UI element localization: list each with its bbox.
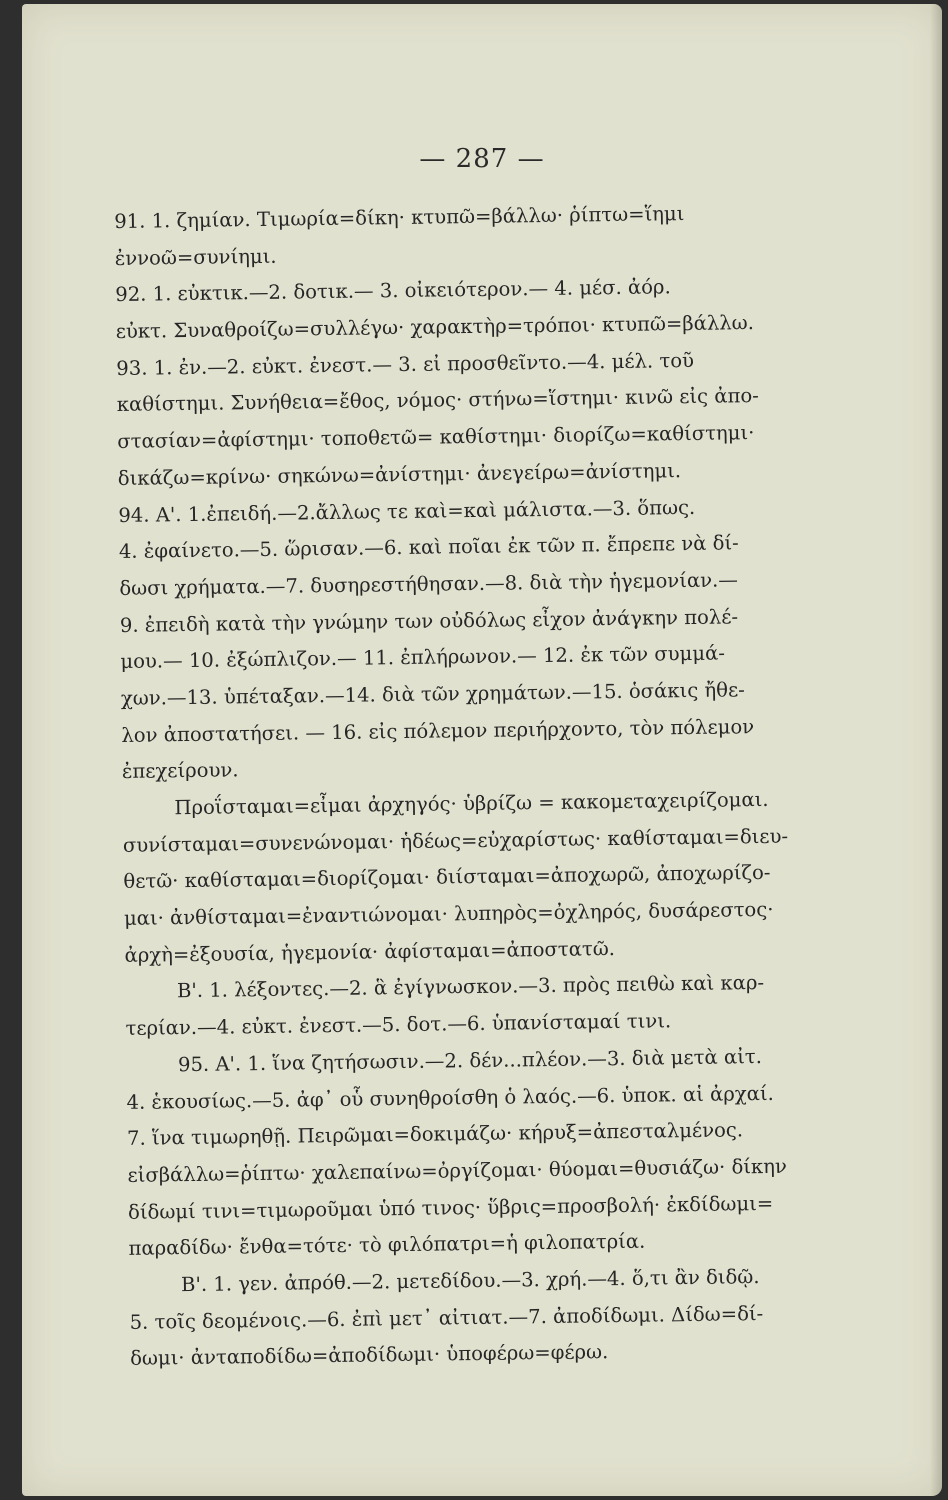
text-line: 94. Α'. 1.ἐπειδή.—2.ἄλλως τε καὶ=καὶ μάλιστα.—3. ὅπως. (118, 495, 696, 527)
text-line: εἰσβάλλω=ῥίπτω· χαλεπαίνω=ὀργίζομαι· θύομαι=θυσιάζω· δίκην (127, 1154, 788, 1187)
text-line: 4. ἐφαίνετο.—5. ὥρισαν.—6. καὶ ποῖαι ἐκ τῶν π. ἔπρεπε νὰ δί- (118, 531, 739, 564)
text-line: συνίσταμαι=συνενώνομαι· ἡδέως=εὐχαρίστως· καθίσταμαι=διευ- (122, 824, 789, 857)
text-line: παραδίδω· ἔνθα=τότε· τὸ φιλόπατρι=ἡ φιλοπατρία. (128, 1229, 646, 1261)
text-line: εὐκτ. Συναθροίζω=συλλέγω· χαρακτὴρ=τρόποι· κτυπῶ=βάλλω. (115, 311, 755, 344)
text-line: δωμι· ἀνταποδίδω=ἀποδίδωμι· ὑποφέρω=φέρω. (129, 1340, 609, 1371)
text-line: δωσι χρήματα.—7. δυσηρεστήθησαν.—8. διὰ τὴν ἡγεμονίαν.— (119, 568, 739, 600)
text-line: 4. ἑκουσίως.—5. ἀφ᾿ οὗ συνηθροίσθη ὁ λαός.—6. ὑποκ. αἱ ἀρχαί. (126, 1081, 774, 1114)
text-line: 9. ἐπειδὴ κατὰ τὴν γνώμην των οὐδόλως εἶχον ἀνάγκην πολέ- (119, 604, 739, 637)
text-line: χων.—13. ὑπέταξαν.—14. διὰ τῶν χρημάτων.—15. ὁσάκις ἤθε- (120, 678, 745, 710)
text-line: Β'. 1. γεν. ἀπρόθ.—2. μετεδίδου.—3. χρή.—4. ὅ,τι ἂν διδῷ. (180, 1265, 760, 1297)
text-line: 91. 1. ζημίαν. Τιμωρία=δίκη· κτυπῶ=βάλλω· ῥίπτω=ἵημι (114, 202, 685, 233)
text-line: ἐννοῶ=συνίημι. (114, 244, 277, 270)
text-line: τερίαν.—4. εὐκτ. ἐνεστ.—5. δοτ.—6. ὑπανίσταμαί τινι. (125, 1009, 672, 1041)
text-line: μαι· ἀνθίσταμαι=ἐναντιώνομαι· λυπηρὸς=ὀχληρός, δυσάρεστος· (123, 897, 774, 930)
text-line: ἐπεχείρουν. (121, 758, 239, 784)
text-line: Προΐσταμαι=εἶμαι ἀρχηγός· ὑβρίζω = κακομεταχειρίζομαι. (174, 787, 769, 820)
text-line: 93. 1. ἐν.—2. εὐκτ. ἐνεστ.— 3. εἰ προσθεῖντο.—4. μέλ. τοῦ (116, 348, 695, 380)
text-line: 95. Α'. 1. ἵνα ζητήσωσιν.—2. δέν...πλέον.—3. διὰ μετὰ αἰτ. (177, 1044, 763, 1077)
text-line: λον ἀποστατήσει. — 16. εἰς πόλεμον περιήρχοντο, τὸν πόλεμον (121, 714, 755, 747)
text-line: Β'. 1. λέξοντες.—2. ἃ ἐγίγνωσκον.—3. πρὸς πειθὼ καὶ καρ- (176, 971, 765, 1003)
page-edge-shadow (930, 4, 942, 1496)
text-line: μου.— 10. ἐξώπλιζον.— 11. ἐπλήρωνον.— 12. ἐκ τῶν συμμά- (120, 641, 726, 674)
page-number: — 287 — (419, 144, 545, 174)
text-line: καθίστημι. Συνήθεια=ἔθος, νόμος· στήνω=ἵστημι· κινῶ εἰς ἀπο- (116, 384, 759, 417)
page-body-text (114, 193, 890, 1377)
text-line: δίδωμί τινι=τιμωροῦμαι ὑπό τινος· ὕβρις=προσβολή· ἐκδίδωμι= (127, 1191, 774, 1224)
text-line: στασίαν=ἀφίστημι· τοποθετῶ= καθίστημι· διορίζω=καθίστημι· (117, 421, 755, 454)
text-line: 7. ἵνα τιμωρηθῇ. Πειρῶμαι=δοκιμάζω· κήρυξ=ἀπεσταλμένος. (126, 1118, 744, 1151)
text-line: 5. τοῖς δεομένοις.—6. ἐπὶ μετ᾿ αἰτιατ.—7. ἀποδίδωμι. Δίδω=δί- (129, 1301, 764, 1334)
text-line: ἀρχὴ=ἐξουσία, ἡγεμονία· ἀφίσταμαι=ἀποστατῶ. (124, 936, 616, 967)
text-line: δικάζω=κρίνω· σηκώνω=ἀνίστημι· ἀνεγείρω=ἀνίστημι. (117, 458, 682, 490)
book-page (22, 4, 942, 1496)
text-line: 92. 1. εὐκτικ.—2. δοτικ.— 3. οἰκειότερον.— 4. μέσ. ἀόρ. (115, 275, 671, 307)
text-line: θετῶ· καθίσταμαι=διορίζομαι· διίσταμαι=ἀποχωρῶ, ἀποχωρίζο- (123, 861, 771, 894)
